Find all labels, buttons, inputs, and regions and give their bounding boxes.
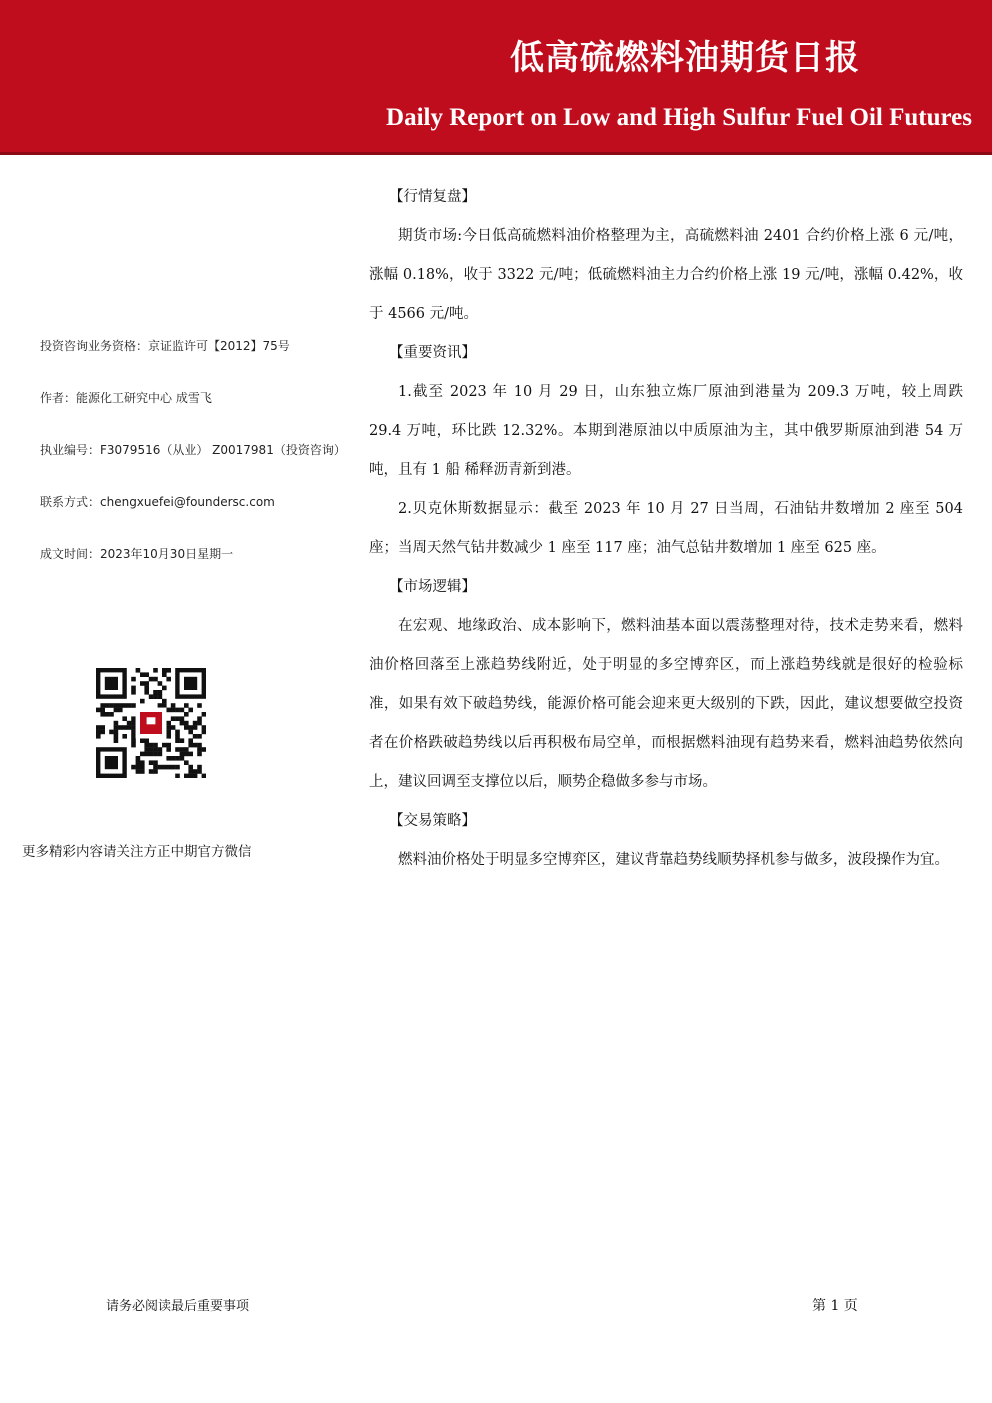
market-review-paragraph: 期货市场:今日低高硫燃料油价格整理为主，高硫燃料油 2401 合约价格上涨 6 元/吨，涨幅 0.18%，收于 3322 元/吨；低硫燃料油主力合约价格上涨 19 元/吨，涨幅 0.42%，收于 4566 元/吨。 xyxy=(369,228,963,322)
qr-code-graphic xyxy=(96,668,206,778)
qr-code-icon xyxy=(96,668,206,778)
news-item-1: 1.截至 2023 年 10 月 29 日，山东独立炼厂原油到港量为 209.3 万吨，较上周跌 29.4 万吨，环比跌 12.32%。本期到港原油以中质原油为主，其中俄罗斯原油到港 54 万吨，且有 1 船 稀释沥青新到港。 xyxy=(369,384,963,478)
disclaimer-note: 请务必阅读最后重要事项 xyxy=(106,1299,250,1314)
section-title-news: 【重要资讯】 xyxy=(389,345,476,361)
trading-strategy-paragraph: 燃料油价格处于明显多空博弈区，建议背靠趋势线顺势择机参与做多，波段操作为宜。 xyxy=(398,852,949,868)
qualification-text: 投资咨询业务资格：京证监许可【2012】75号 xyxy=(40,339,290,353)
report-title-cn: 低高硫燃料油期货日报 xyxy=(510,38,860,78)
section-title-market-review: 【行情复盘】 xyxy=(389,189,476,205)
section-title-strategy: 【交易策略】 xyxy=(389,813,476,829)
section-title-logic: 【市场逻辑】 xyxy=(389,579,476,595)
report-header xyxy=(0,0,992,155)
report-body xyxy=(369,178,963,880)
page-number: 第 1 页 xyxy=(812,1298,858,1314)
author-info-panel xyxy=(40,338,360,598)
contact-email[interactable]: 联系方式：chengxuefei@foundersc.com xyxy=(40,495,275,509)
qr-caption: 更多精彩内容请关注方正中期官方微信 xyxy=(22,844,252,860)
publish-date: 成文时间：2023年10月30日星期一 xyxy=(40,547,234,561)
news-item-2: 2.贝克休斯数据显示：截至 2023 年 10 月 27 日当周，石油钻井数增加 2 座至 504 座；当周天然气钻井数减少 1 座至 117 座；油气总钻井数增加 1 座至 625 座。 xyxy=(369,501,963,556)
report-title-en: Daily Report on Low and High Sulfur Fuel Oil Futures xyxy=(386,104,972,131)
market-logic-paragraph: 在宏观、地缘政治、成本影响下，燃料油基本面以震荡整理对待，技术走势来看，燃料油价格回落至上涨趋势线附近，处于明显的多空博弈区，而上涨趋势线就是很好的检验标准，如果有效下破趋势线，能源价格可能会迎来更大级别的下跌，因此，建议想要做空投资者在价格跌破趋势线以后再积极布局空单，而根据燃料油现有趋势来看，燃料油趋势依然向上，建议回调至支撑位以后，顺势企稳做多参与市场。 xyxy=(369,618,963,790)
author-text: 作者：能源化工研究中心 成雪飞 xyxy=(40,391,212,405)
license-text: 执业编号：F3079516（从业） Z0017981（投资咨询） xyxy=(40,443,346,457)
